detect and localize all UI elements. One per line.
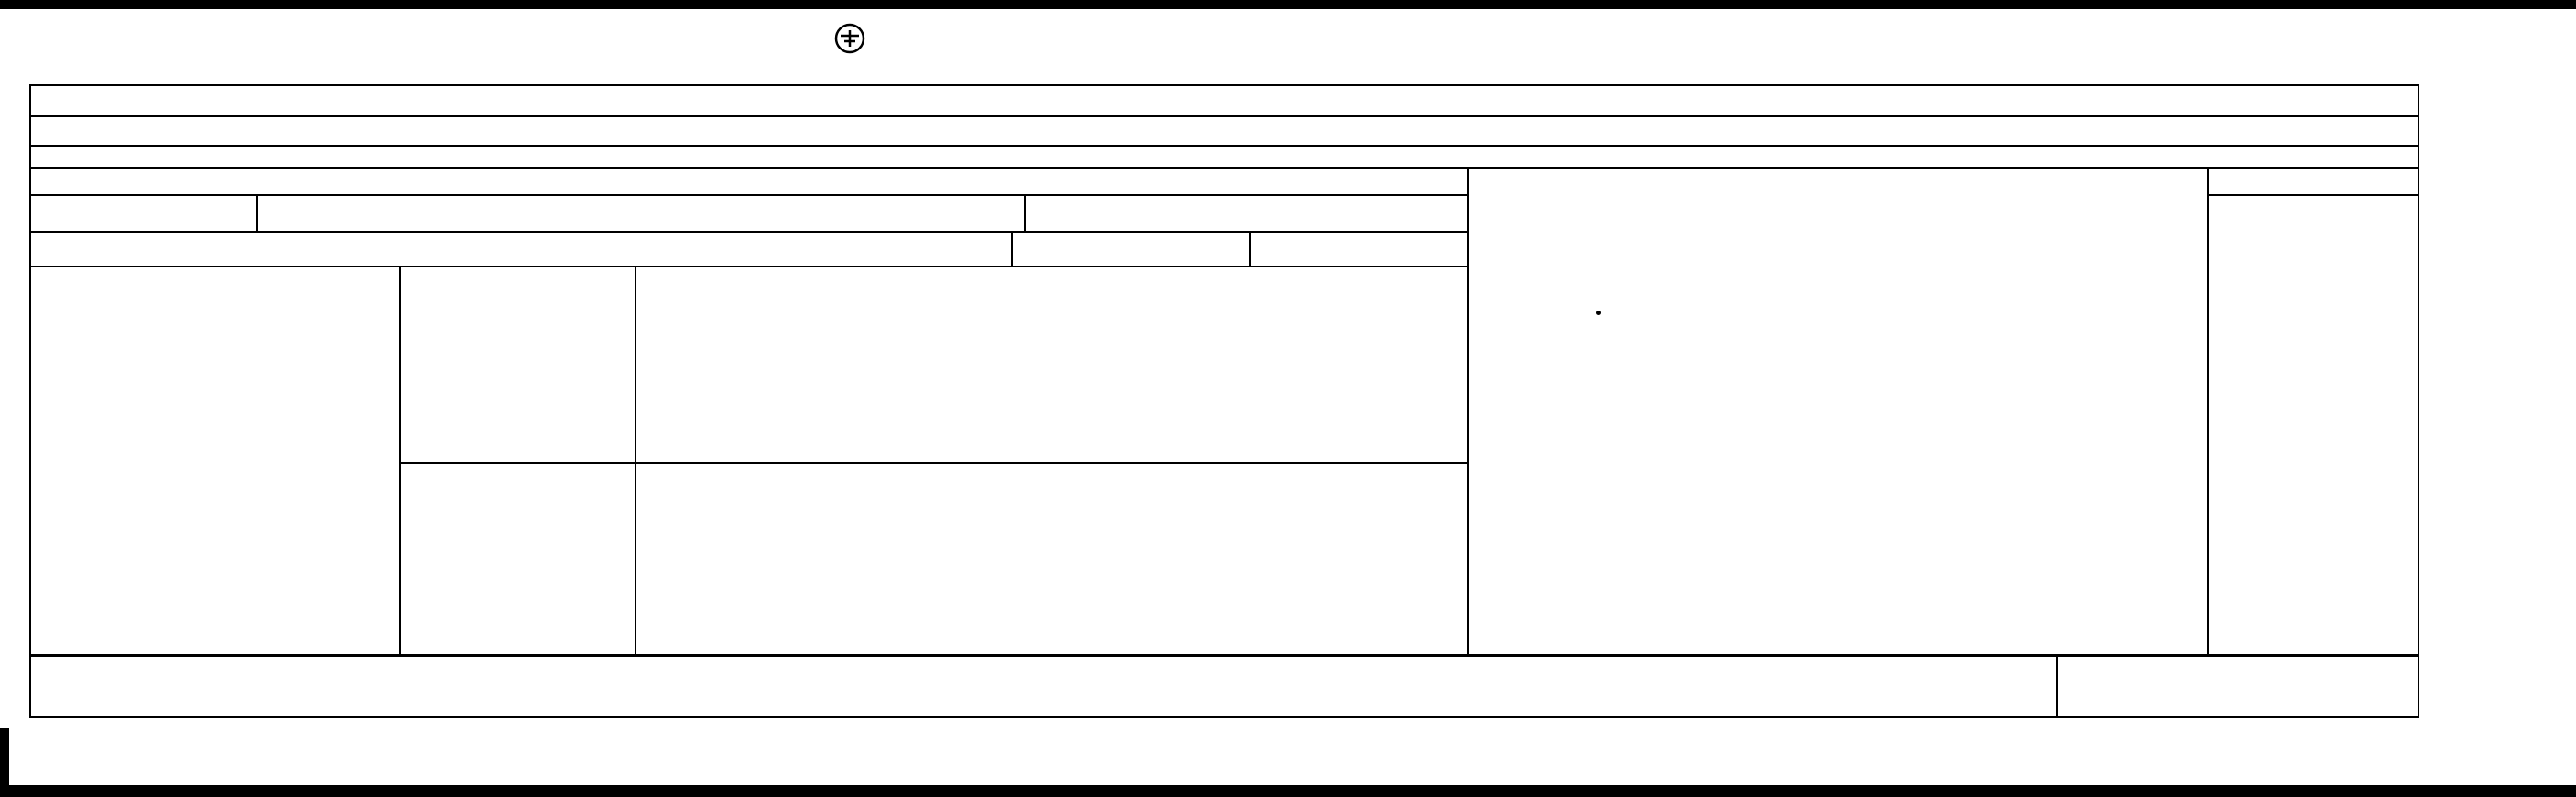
col-line: [1024, 194, 1026, 231]
firma-dot: [1596, 311, 1601, 315]
col-line: [256, 194, 258, 231]
row-line: [29, 167, 2419, 169]
documento-row: [264, 196, 273, 226]
row-line: [29, 266, 1469, 267]
col-line: [635, 266, 636, 654]
admision-row: [1031, 196, 1040, 226]
col-line: [1249, 231, 1251, 266]
certipostal-logo: [813, 20, 886, 75]
barcode: [1502, 11, 2234, 77]
bottom-edge-line: [0, 785, 2576, 797]
row-line: [2207, 194, 2419, 196]
col-line: [1467, 167, 1469, 654]
row-line: [399, 462, 1469, 464]
row-line: [29, 115, 2419, 117]
col-line: [399, 266, 401, 654]
form-frame: [29, 84, 2419, 718]
row-line: [29, 145, 2419, 147]
row-line: [29, 194, 1469, 196]
col-line: [1011, 231, 1013, 266]
footer-guia: [2058, 654, 2419, 718]
row-line: [29, 231, 1469, 233]
left-edge-mark: [0, 728, 9, 797]
col-line: [2207, 167, 2209, 654]
top-edge-line: [0, 0, 2576, 9]
